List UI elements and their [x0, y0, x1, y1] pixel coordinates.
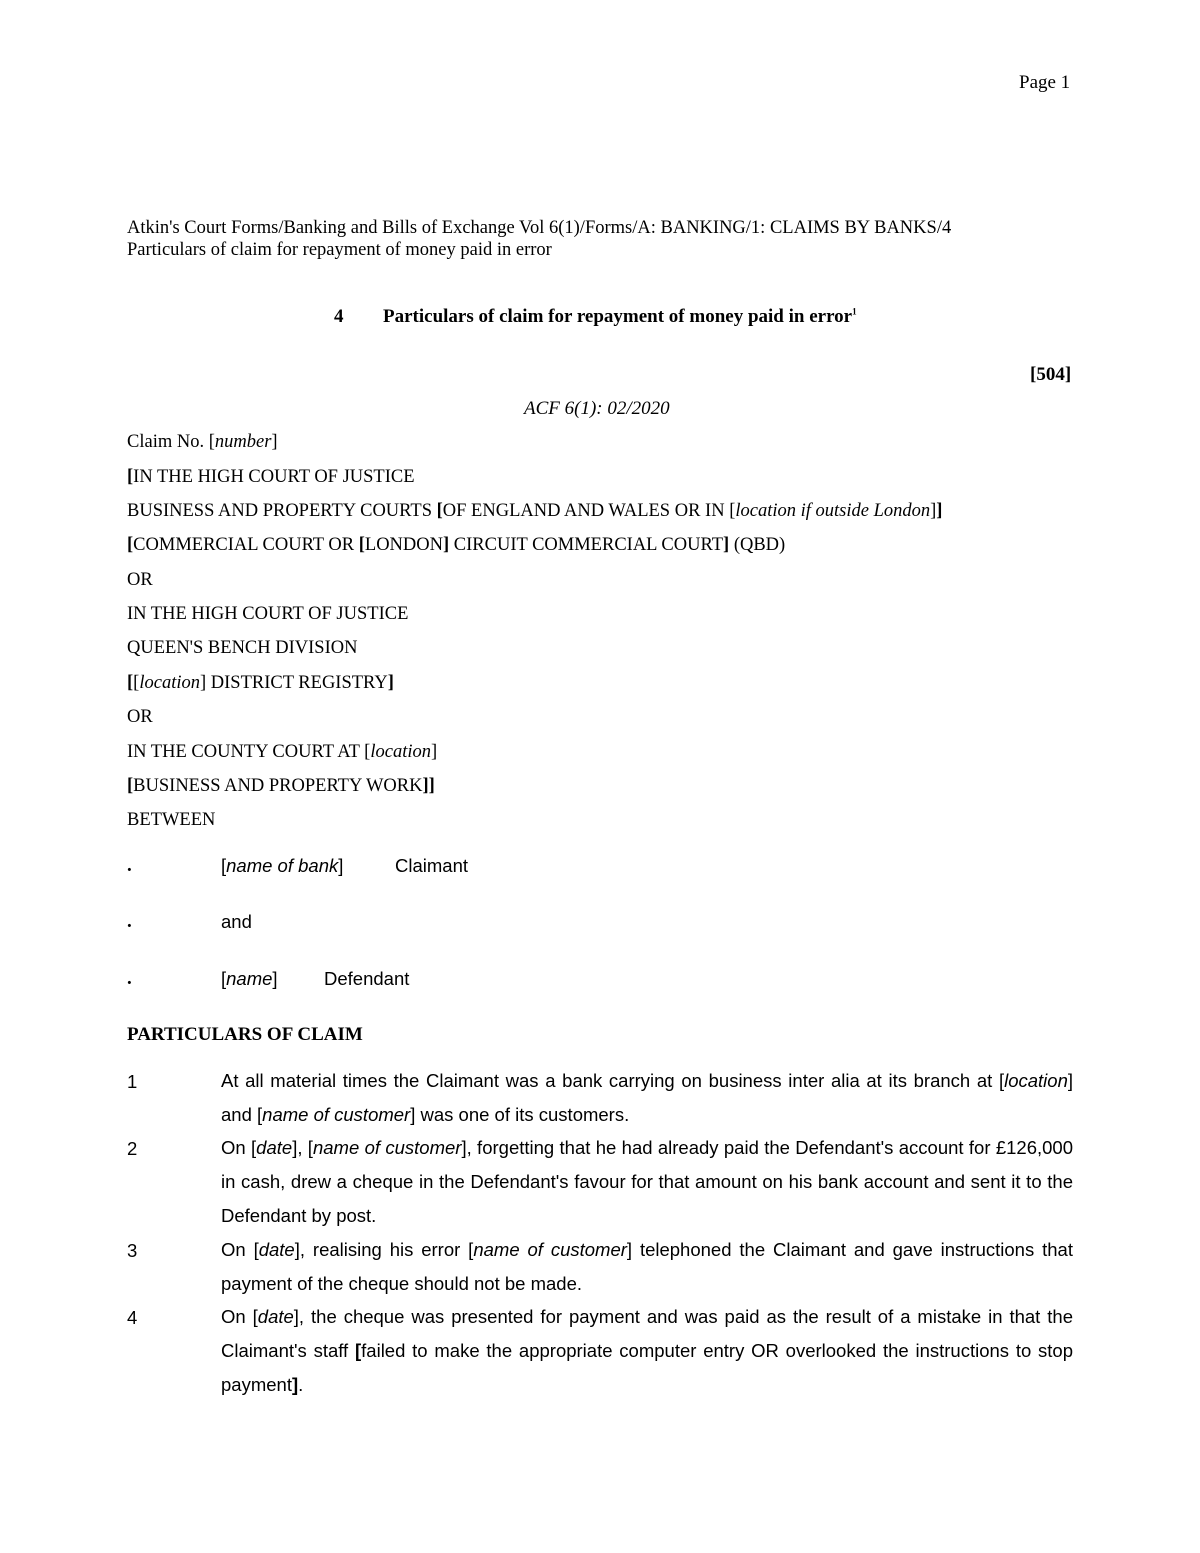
- court-line-1: [IN THE HIGH COURT OF JUSTICE: [127, 467, 415, 487]
- court-or-1: OR: [127, 570, 153, 590]
- paragraph-number: 1: [127, 1071, 138, 1092]
- form-title: Particulars of claim for repayment of money paid in error: [383, 306, 853, 327]
- paragraph-3: On [date], realising his error [name of customer] telephoned the Claimant and gave instructions that payment of the cheque should not be made.: [221, 1239, 1073, 1294]
- court-line-3: [COMMERCIAL COURT OR [LONDON] CIRCUIT COMMERCIAL COURT] (QBD): [127, 535, 786, 555]
- source-title: Particulars of claim for repayment of money paid in error: [127, 240, 552, 260]
- party-defendant-name: [name]: [221, 968, 278, 989]
- particulars-heading: PARTICULARS OF CLAIM: [127, 1024, 363, 1045]
- source-path: Atkin's Court Forms/Banking and Bills of Exchange Vol 6(1)/Forms/A: BANKING/1: CLAIMS BY BANKS/4: [127, 218, 952, 238]
- court-line-5: IN THE HIGH COURT OF JUSTICE: [127, 604, 409, 624]
- reference-number: [504]: [1030, 364, 1072, 385]
- court-line-2: BUSINESS AND PROPERTY COURTS [OF ENGLAND AND WALES OR IN [location if outside London]]: [127, 501, 943, 521]
- paragraph-number: 3: [127, 1240, 138, 1261]
- court-line-6: QUEEN'S BENCH DIVISION: [127, 638, 358, 658]
- party-defendant-role: Defendant: [324, 968, 410, 989]
- court-between: BETWEEN: [127, 810, 216, 830]
- form-heading: [334, 306, 857, 328]
- party-bullet: .: [127, 968, 132, 989]
- court-or-2: OR: [127, 707, 153, 727]
- paragraph-1: At all material times the Claimant was a bank carrying on business inter alia at its branch at [location] and [name of customer] was one of its customers.: [221, 1070, 1073, 1125]
- court-line-9: IN THE COUNTY COURT AT [location]: [127, 742, 438, 762]
- claim-number: Claim No. [number]: [127, 432, 278, 452]
- party-bullet: .: [127, 855, 132, 876]
- paragraph-number: 2: [127, 1138, 138, 1159]
- paragraph-4: On [date], the cheque was presented for payment and was paid as the result of a mistake in that the Claimant's staff [failed to make the appropriate computer entry OR overlooked the instructions to stop payment].: [221, 1306, 1073, 1395]
- party-claimant-role: Claimant: [395, 855, 468, 876]
- court-line-10: [BUSINESS AND PROPERTY WORK]]: [127, 776, 435, 796]
- paragraph-2: On [date], [name of customer], forgetting that he had already paid the Defendant's account for £126,000 in cash, drew a cheque in the Defendant's favour for that amount on his bank account and sent it to the Defendant by post.: [221, 1137, 1073, 1226]
- form-number: 4: [334, 306, 344, 327]
- acf-code: ACF 6(1): 02/2020: [524, 398, 670, 419]
- page-number: Page 1: [1019, 72, 1071, 93]
- party-bullet: .: [127, 911, 132, 932]
- paragraph-number: 4: [127, 1307, 138, 1328]
- footnote-mark: 1: [852, 306, 857, 317]
- party-claimant-name: [name of bank]: [221, 855, 344, 876]
- party-and: and: [221, 911, 252, 932]
- court-line-7: [[location] DISTRICT REGISTRY]: [127, 673, 394, 693]
